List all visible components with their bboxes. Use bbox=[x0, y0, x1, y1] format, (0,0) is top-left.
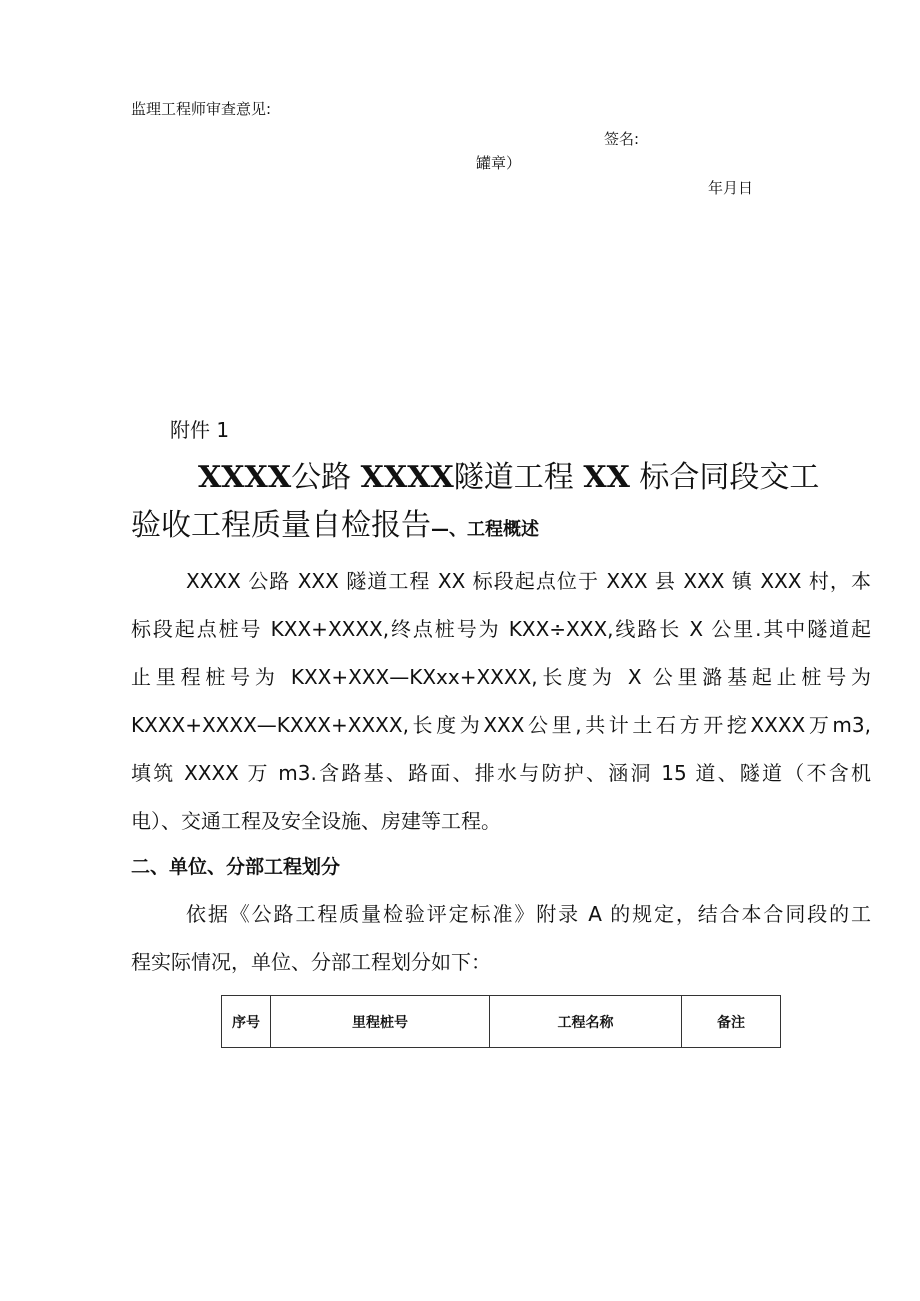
header-serial-number: 序号 bbox=[222, 996, 271, 1048]
overview-paragraph-line: 填筑 XXXX 万 m3.含路基、路面、排水与防护、涵洞 15 道、隧道（不含机 bbox=[131, 761, 871, 785]
title-section-word: 标合同段交工 bbox=[639, 460, 820, 495]
section-2-paragraph-line: 依据《公路工程质量检验评定标准》附录 A 的规定，结合本合同段的工 bbox=[186, 902, 871, 926]
overview-paragraph-line: 电）、交通工程及安全设施、房建等工程。 bbox=[131, 809, 501, 833]
report-title-line-2 bbox=[131, 500, 539, 544]
section-2-heading: 二、单位、分部工程划分 bbox=[131, 856, 341, 878]
title-tunnel-code: XXXX bbox=[360, 460, 454, 495]
attachment-label: 附件 1 bbox=[170, 418, 230, 442]
header-project-name: 工程名称 bbox=[490, 996, 682, 1048]
section-1-heading: —、工程概述 bbox=[431, 519, 539, 540]
overview-paragraph-line: XXXX 公路 XXX 隧道工程 XX 标段起点位于 XXX 县 XXX 镇 XXX 村，本 bbox=[186, 569, 871, 593]
header-remarks: 备注 bbox=[682, 996, 781, 1048]
seal-label: 罐章） bbox=[476, 154, 522, 172]
title-tunnel-word: 隧道工程 bbox=[453, 460, 574, 495]
title-section-code: XX bbox=[583, 460, 630, 495]
report-title-line-1 bbox=[198, 452, 819, 496]
overview-paragraph-line: 标段起点桩号 KXX+XXXX,终点桩号为 KXX÷XXX,线路长 X 公里.其中隧道起 bbox=[131, 617, 871, 641]
signature-label: 签名: bbox=[604, 130, 640, 148]
title-road-word: 公路 bbox=[291, 460, 352, 495]
date-label: 年月日 bbox=[708, 179, 754, 197]
title-road-code: XXXX bbox=[198, 460, 292, 495]
header-chainage: 里程桩号 bbox=[271, 996, 490, 1048]
overview-paragraph-line: KXXX+XXXX—KXXX+XXXX,长度为XXX公里,共计土石方开挖XXXX万m3, bbox=[131, 713, 871, 737]
overview-paragraph-line: 止里程桩号为 KXX+XXX—KXxx+XXXX,长度为 X 公里潞基起止桩号为 bbox=[131, 665, 871, 689]
title-line-2-text: 验收工程质量自检报告 bbox=[131, 508, 431, 543]
division-table bbox=[221, 995, 781, 1048]
section-2-paragraph-line: 程实际情况，单位、分部工程划分如下： bbox=[131, 950, 491, 974]
table-header-row bbox=[222, 996, 781, 1048]
supervisor-opinion-label: 监理工程师审查意见: bbox=[131, 100, 272, 118]
